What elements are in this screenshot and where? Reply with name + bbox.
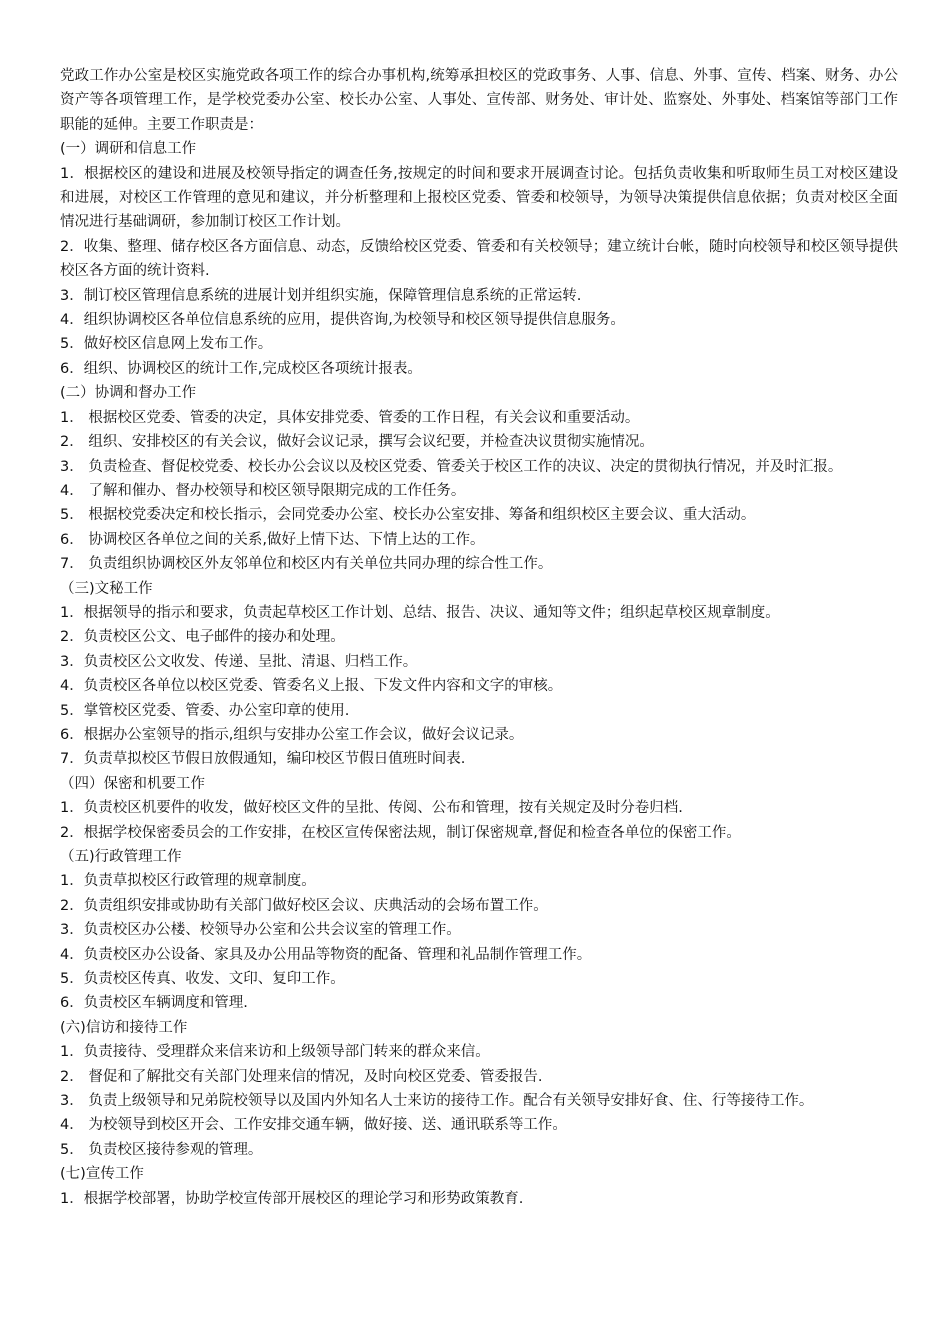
list-item: 3．负责校区办公楼、校领导办公室和公共会议室的管理工作。 [60,922,461,939]
list-item: 7．负责草拟校区节假日放假通知，编印校区节假日值班时间表. [60,751,466,768]
list-item: 3．制订校区管理信息系统的进展计划并组织实施，保障管理信息系统的正常运转. [60,287,582,304]
list-item: 4． 为校领导到校区开会、工作安排交通车辆，做好接、送、通讯联系等工作。 [60,1117,567,1134]
list-item: 1．根据领导的指示和要求，负责起草校区工作计划、总结、报告、决议、通知等文件；组织起草校区规章制度。 [60,604,780,621]
list-item: 6．组织、协调校区的统计工作,完成校区各项统计报表。 [60,360,422,377]
section-heading: （五)行政管理工作 [60,849,182,865]
list-item: 4．负责校区办公设备、家具及办公用品等物资的配备、管理和礼品制作管理工作。 [60,946,592,963]
list-item: 1．负责草拟校区行政管理的规章制度。 [60,873,316,890]
section-heading: (七)宣传工作 [60,1166,144,1183]
list-item: 2．负责组织安排或协助有关部门做好校区会议、庆典活动的会场布置工作。 [60,897,548,914]
list-item: 3． 负责检查、督促校党委、校长办公会议以及校区党委、管委关于校区工作的决议、决定的贯彻执行情况，并及时汇报。 [60,458,843,475]
list-item: 5．负责校区传真、收发、文印、复印工作。 [60,971,345,988]
section-heading: (六)信访和接待工作 [60,1019,188,1036]
list-item: 1．负责接待、受理群众来信来访和上级领导部门转来的群众来信。 [60,1044,490,1061]
list-item: 4．负责校区各单位以校区党委、管委名义上报、下发文件内容和文字的审核。 [60,678,563,695]
list-item: 6．负责校区车辆调度和管理. [60,995,248,1012]
section-list [60,137,898,1211]
document-body [60,64,898,1211]
list-item: 5． 负责校区接待参观的管理。 [60,1141,263,1158]
list-item: 4．组织协调校区各单位信息系统的应用，提供咨询,为校领导和校区领导提供信息服务。 [60,312,625,329]
list-item: 3． 负责上级领导和兄弟院校领导以及国内外知名人士来访的接待工作。配合有关领导安排好食、住、行等接待工作。 [60,1093,814,1110]
list-item: 2． 督促和了解批交有关部门处理来信的情况，及时向校区党委、管委报告. [60,1068,543,1085]
list-item: 5．做好校区信息网上发布工作。 [60,336,273,353]
list-item: 2．负责校区公文、电子邮件的接办和处理。 [60,629,345,646]
list-item: 7． 负责组织协调校区外友邻单位和校区内有关单位共同办理的综合性工作。 [60,556,553,573]
list-item: 1．负责校区机要件的收发，做好校区文件的呈批、传阅、公布和管理，按有关规定及时分卷归档. [60,800,683,817]
list-item: 5． 根据校党委决定和校长指示，会同党委办公室、校长办公室安排、筹备和组织校区主要会议、重大活动。 [60,507,756,524]
intro-paragraph: 党政工作办公室是校区实施党政各项工作的综合办事机构,统筹承担校区的党政事务、人事、信息、外事、宣传、档案、财务、办公资产等各项管理工作，是学校党委办公室、校长办公室、人事处、宣传部、财务处、审计处、监察处、外事处、档案馆等部门工作职能的延伸。主要工作职责是： [60,68,898,133]
list-item: 1． 根据校区党委、管委的决定，具体安排党委、管委的工作日程，有关会议和重要活动。 [60,409,640,426]
list-item: 6．根据办公室领导的指示,组织与安排办公室工作会议，做好会议记录。 [60,726,524,743]
section-heading: (一）调研和信息工作 [60,141,197,158]
list-item: 1．根据学校部署，协助学校宣传部开展校区的理论学习和形势政策教育. [60,1190,524,1207]
list-item: 1．根据校区的建设和进展及校领导指定的调查任务,按规定的时间和要求开展调查讨论。包括负责收集和听取师生员工对校区建设和进展，对校区工作管理的意见和建议，并分析整理和上报校区党委、管委和校领导，为领导决策提供信息依据；负责对校区全面情况进行基础调研，参加制订校区工作计划。 [60,165,898,231]
section-heading: （三)文秘工作 [60,580,153,597]
list-item: 2．收集、整理、储存校区各方面信息、动态，反馈给校区党委、管委和有关校领导；建立统计台帐，随时向校领导和校区领导提供校区各方面的统计资料. [60,238,898,280]
list-item: 3．负责校区公文收发、传递、呈批、清退、归档工作。 [60,653,418,670]
list-item: 2． 组织、安排校区的有关会议，做好会议记录，撰写会议纪要，并检查决议贯彻实施情况。 [60,434,654,451]
section-heading: （四）保密和机要工作 [60,775,205,792]
list-item: 6． 协调校区各单位之间的关系,做好上情下达、下情上达的工作。 [60,531,485,548]
section-heading: (二）协调和督办工作 [60,385,197,402]
list-item: 2．根据学校保密委员会的工作安排，在校区宣传保密法规，制订保密规章,督促和检查各单位的保密工作。 [60,824,741,841]
list-item: 4． 了解和催办、督办校领导和校区领导限期完成的工作任务。 [60,482,466,499]
list-item: 5．掌管校区党委、管委、办公室印章的使用. [60,702,350,719]
